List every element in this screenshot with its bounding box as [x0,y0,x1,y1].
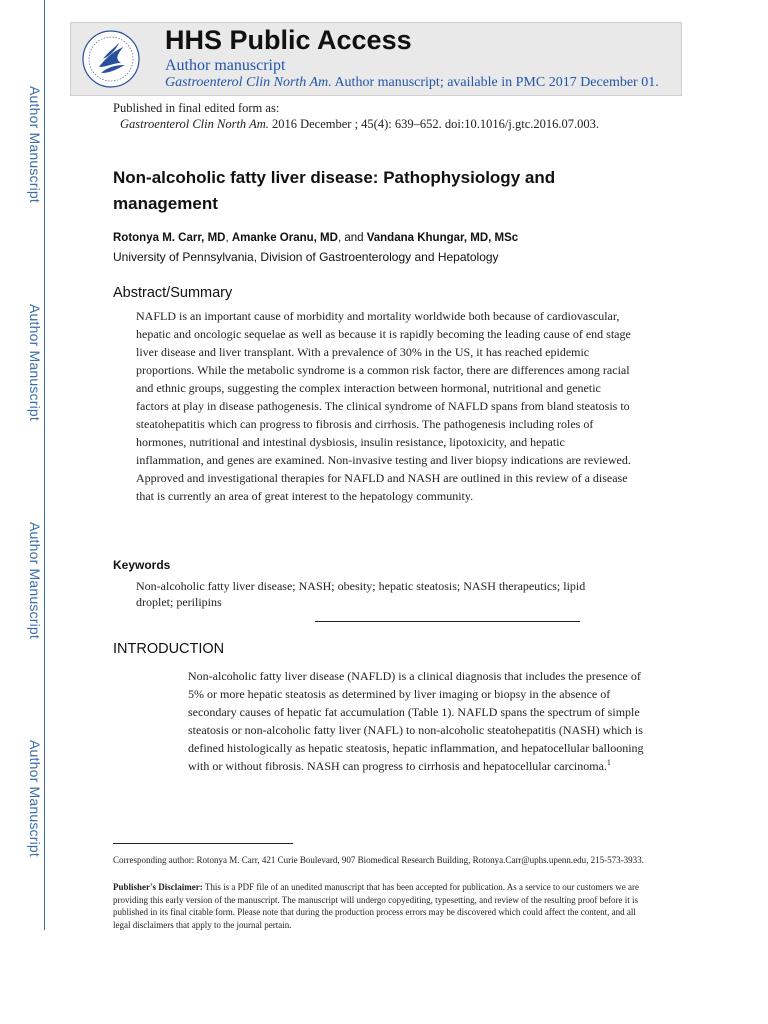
article-title: Non-alcoholic fatty liver disease: Pathophysiology and management [113,168,556,213]
author-separator: , [225,232,232,244]
keywords-text: Non-alcoholic fatty liver disease; NASH; obesity; hepatic steatosis; NASH therapeutics; lipid droplet; perilipins [136,579,586,609]
section-divider [315,621,580,622]
abstract-heading: Abstract/Summary [113,285,233,301]
citation-ref[interactable]: 1 [606,758,611,767]
banner-subtitle: Author manuscript [165,57,286,74]
hhs-banner [70,22,682,96]
publisher-disclaimer [113,881,653,931]
sidebar-label-author-manuscript: Author Manuscript [27,740,43,858]
sidebar-label-author-manuscript: Author Manuscript [27,86,43,204]
author-affiliation: University of Pennsylvania, Division of Gastroenterology and Hepatology [113,250,499,264]
published-label: Published in final edited form as: [113,101,280,115]
author-separator: , and [337,232,367,244]
banner-journal-line [165,75,659,91]
author-name: Amanke Oranu, MD [231,232,338,244]
author-list [113,232,518,244]
banner-availability: Author manuscript; available in PMC 2017 December 01. [331,75,659,90]
sidebar-rule [44,0,45,930]
introduction-text: Non-alcoholic fatty liver disease (NAFLD) is a clinical diagnosis that includes the presence of 5% or more hepatic steatosis as determined by liver imaging or biopsy in the absence of secondary causes of hepatic fat accumulation (Table 1). NAFLD spans the spectrum of simple steatosis or non-alcoholic fatty liver (NAFL) to non-alcoholic steatohepatitis (NASH) which is defined histologically as hepatic steatosis, hepatic inflammation, and hepatocellular ballooning with or without fibrosis. NASH can progress to cirrhosis and hepatocellular carcinoma. [188,669,644,773]
footnote-rule [113,843,293,844]
author-name: Vandana Khungar, MD, MSc [366,232,519,244]
hhs-seal-icon [81,29,141,89]
corresponding-author-note: Corresponding author: Rotonya M. Carr, 421 Curie Boulevard, 907 Biomedical Research Building, Rotonya.Carr@uphs.upenn.edu, 215-573-3933. [113,855,644,865]
abstract-text: NAFLD is an important cause of morbidity and mortality worldwide both because of cardiovascular, hepatic and oncologic sequelae as well as because it is rapidly becoming the leading cause of end stage liver disease and liver transplant. With a prevalence of 30% in the US, it has reached epidemic proportions. While the metabolic syndrome is a common risk factor, there are differences among racial and ethnic groups, suggesting the complex interaction between hormonal, nutritional and genetic factors at play in disease pathogenesis. The clinical syndrome of NAFLD spans from bland steatosis to steatohepatitis which can progress to fibrosis and cirrhosis. The pathogenesis including roles of hormones, nutritional and intestinal dysbiosis, insulin resistance, lipotoxicity, and hepatic inflammation, and genes are examined. Non-invasive testing and liver biopsy indications are reviewed. Approved and investigational therapies for NAFLD and NASH are outlined in this review of a disease that is currently an area of great interest to the hepatology community. [136,309,631,503]
disclaimer-label: Publisher's Disclaimer: [113,882,203,892]
published-note [113,100,599,132]
introduction-paragraph [188,667,658,775]
sidebar-label-author-manuscript: Author Manuscript [27,522,43,640]
disclaimer-text: This is a PDF file of an unedited manuscript that has been accepted for publication. As a service to our customers we are providing this early version of the manuscript. The manuscript will undergo copyediting, typesetting, and review of the resulting proof before it is published in its final citable form. Please note that during the production process errors may be discovered which could affect the content, and all legal disclaimers that apply to the journal pertain. [113,882,639,930]
published-journal: Gastroenterol Clin North Am. [120,117,269,131]
banner-journal-name: Gastroenterol Clin North Am. [165,75,332,90]
introduction-heading: INTRODUCTION [113,641,225,657]
sidebar-label-author-manuscript: Author Manuscript [27,304,43,422]
published-citation-details: 2016 December ; 45(4): 639–652. doi:10.1016/j.gtc.2016.07.003. [268,117,600,131]
keywords-heading: Keywords [113,558,171,572]
author-name: Rotonya M. Carr, MD [113,232,226,244]
banner-title: HHS Public Access [165,25,412,55]
published-citation [113,116,599,132]
